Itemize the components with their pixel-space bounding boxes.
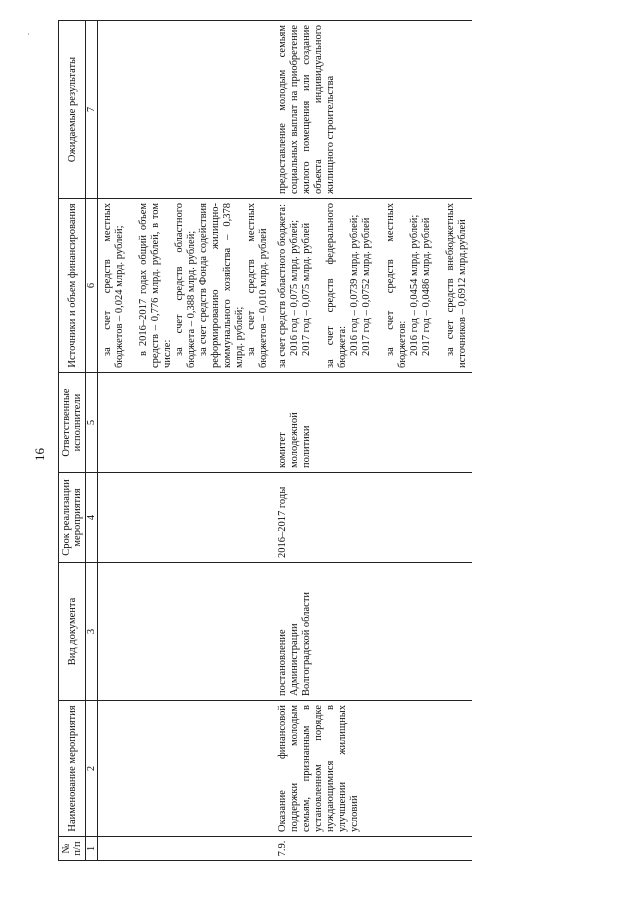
header-period: Срок реализации мероприятия [59, 473, 86, 563]
column-number: 4 [86, 473, 98, 563]
funding-line: 2017 год – 0,075 млрд. рублей [301, 222, 312, 356]
column-number: 1 [86, 837, 98, 861]
funding-cell [273, 199, 472, 373]
funding-line: за счет средств местных бюджетов – 0,010 млрд. рублей [246, 203, 269, 368]
funding-line: 2016 год – 0,075 млрд. рублей; [289, 219, 300, 356]
header-doc-type: Вид документа [59, 563, 86, 701]
table-row-continuation [98, 21, 274, 861]
executor: комитет молодежной политики [273, 373, 472, 473]
header-row [59, 21, 86, 861]
column-number: 6 [86, 199, 98, 373]
funding-line: в 2016–2017 годах общий объем средств – 0,776 млрд. рублей, в том числе: [138, 203, 173, 368]
measure-name: Оказание финансовой поддержки молодым семьям, признанным в установленном порядке нуждающимися в улучшении жилищных условий [273, 701, 472, 837]
page-number: 16 [32, 448, 47, 461]
header-results: Ожидаемые результаты [59, 21, 86, 199]
funding-line: за счет средств местных бюджетов: [385, 203, 408, 368]
funding-line: за счет средств областного бюджета: [277, 204, 288, 368]
header-name: Наименование мероприятия [59, 701, 86, 837]
funding-line: 2017 год – 0,0752 млрд. рублей [361, 217, 372, 356]
funding-line: 2016 год – 0,0739 млрд. рублей; [349, 214, 360, 356]
column-number-row [86, 21, 98, 861]
funding-line: 2017 год – 0,0486 млрд. рублей [421, 217, 432, 356]
document-type: постановление Администрации Волгоградской области [273, 563, 472, 701]
funding-line: 2016 год – 0,0454 млрд. рублей; [409, 214, 420, 356]
funding-line: за счет средств Фонда содействия реформированию жилищно-коммунального хозяйства – 0,378 млрд. рублей; [198, 203, 245, 368]
column-number: 7 [86, 21, 98, 199]
program-measures-table [58, 20, 472, 861]
expected-result: предоставление молодым семьям социальных выплат на приобретение жилого помещения или создание объекта индивидуального жилищного строительства [273, 21, 472, 199]
column-number: 5 [86, 373, 98, 473]
header-executors: Ответственные исполнители [59, 373, 86, 473]
funding-line: за счет средств внебюджетных источников – 0,6912 млрд.рублей [445, 203, 468, 368]
table-row-7-9 [273, 21, 472, 861]
funding-line: за счет средств местных бюджетов – 0,024 млрд. рублей; [102, 203, 125, 368]
funding-cell [98, 199, 274, 373]
column-number: 2 [86, 701, 98, 837]
implementation-period: 2016–2017 годы [273, 473, 472, 563]
funding-line: за счет средств областного бюджета – 0,388 млрд. рублей; [174, 203, 197, 368]
header-funding: Источники и объем финансирования [59, 199, 86, 373]
column-number: 3 [86, 563, 98, 701]
scan-dot: . [22, 33, 31, 35]
header-num: № п/п [59, 837, 86, 861]
funding-line: за счет средств федерального бюджета: [325, 203, 348, 368]
row-number: 7.9. [273, 837, 472, 861]
